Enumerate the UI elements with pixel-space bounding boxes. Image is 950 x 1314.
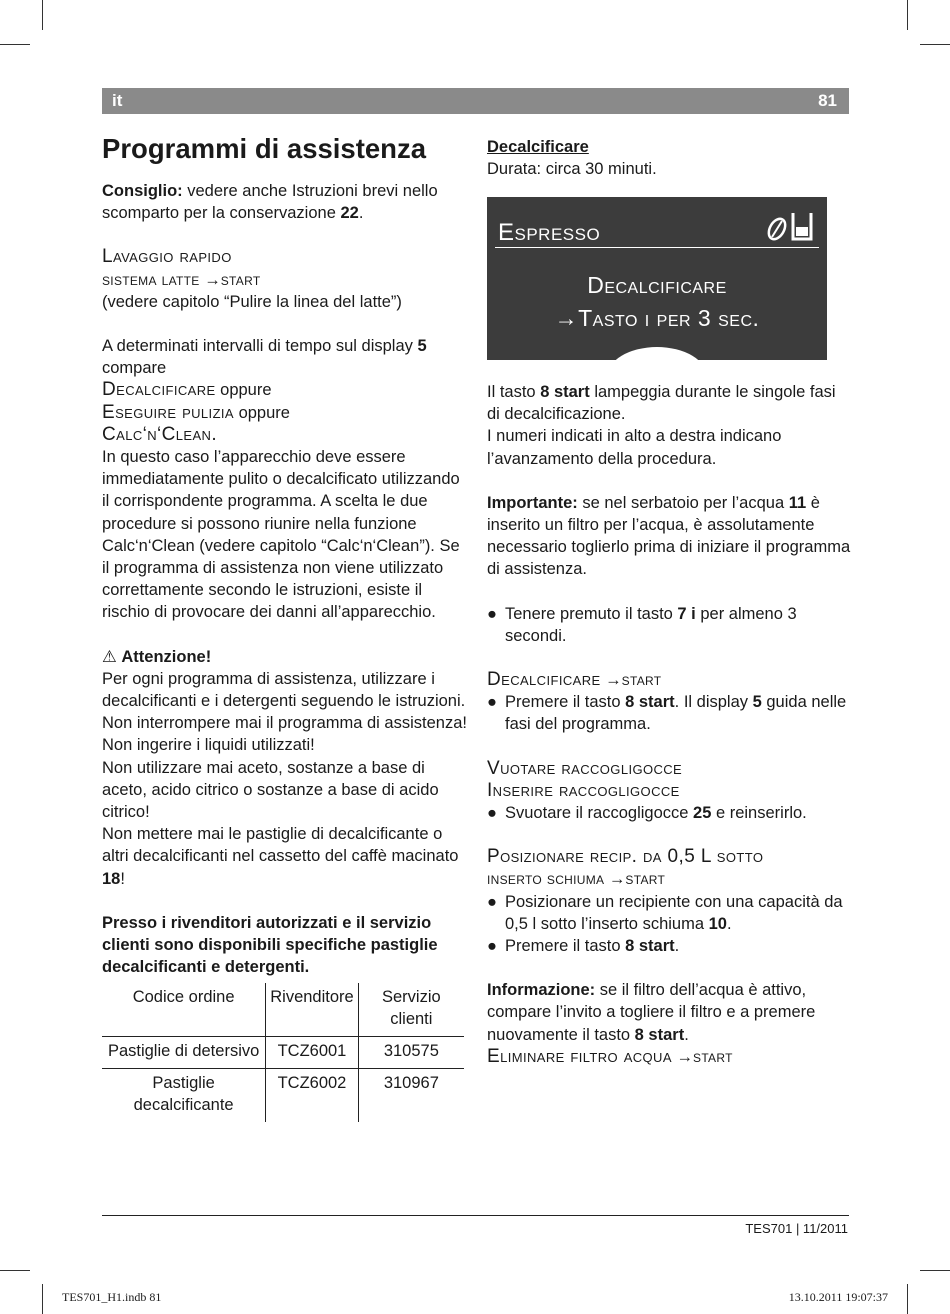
table-row — [102, 1036, 464, 1068]
bullet-icon: ● — [487, 804, 497, 823]
b3-b: 25 — [693, 804, 712, 823]
table-header: Rivenditore — [266, 983, 358, 1037]
machine-display — [487, 197, 827, 360]
section-title: Decalcificare — [487, 138, 589, 156]
warning-text-2: Non ingerire i liquidi utilizzati! — [102, 736, 315, 755]
coffee-bean-icon — [765, 216, 788, 242]
tip-paragraph — [102, 180, 467, 224]
arrow-right-icon: → — [605, 671, 622, 690]
message-clean: Eseguire pulizia — [102, 401, 234, 423]
b2-a: Premere il tasto — [505, 693, 626, 712]
bullet-icon: ● — [487, 604, 497, 623]
intro-text-end: compare — [102, 359, 167, 378]
crop-mark — [42, 1284, 43, 1314]
warning-end: ! — [120, 869, 125, 888]
warning-text-3: Non utilizzare mai aceto, sostanze a base di aceto, acido citrico o sostanze a base di acido citrico! — [102, 758, 439, 822]
start-blink-paragraph — [487, 381, 852, 425]
rapid-wash-sub: sistema latte — [102, 270, 200, 289]
bullet-press-start-2 — [487, 935, 852, 957]
right-column-body — [487, 381, 852, 1068]
crop-mark — [0, 44, 30, 45]
bullet-hold-key — [487, 603, 852, 647]
step2a-text: Vuotare raccogligocce — [487, 757, 683, 779]
or-text: oppure — [215, 381, 272, 400]
b1-c: per almeno 3 secondi. — [505, 604, 797, 645]
or-text: oppure — [234, 403, 290, 422]
intro-text: A determinati intervalli di tempo sul display — [102, 337, 418, 356]
info-label: Informazione: — [487, 981, 596, 1000]
tip-text: vedere anche Istruzioni brevi nello scomparto per la conservazione — [102, 182, 438, 223]
order-table — [102, 983, 464, 1122]
step4-start: start — [693, 1047, 733, 1066]
rapid-wash — [102, 246, 467, 313]
language-code: it — [112, 91, 123, 110]
table-cell: Pastiglie decalcificante — [133, 1073, 234, 1114]
print-slug-left: TES701_H1.indb 81 — [62, 1290, 162, 1304]
message-calcnclean: Calc‘n‘Clean. — [102, 423, 218, 445]
progress-paragraph: I numeri indicati in alto a destra indicano l’avanzamento della procedura. — [487, 427, 782, 468]
info-text: se il filtro dell’acqua è attivo, compare l’invito a togliere il filtro e a premere nuovamente il tasto — [487, 981, 816, 1044]
b1-a: Tenere premuto il tasto — [505, 604, 678, 623]
table-cell: 310575 — [358, 1036, 464, 1068]
crop-mark — [907, 0, 908, 30]
b5-c: . — [674, 937, 680, 956]
intro-paragraph — [102, 335, 467, 624]
display-line-2-text: Tasto i per 3 sec. — [578, 305, 760, 331]
step-drip-tray — [487, 758, 852, 802]
left-column — [102, 132, 467, 1122]
table-row — [102, 1068, 464, 1122]
display-icons — [765, 209, 817, 250]
footer-rule — [102, 1215, 849, 1216]
b4-a: Posizionare un recipiente con una capacità da 0,5 l sotto l’inserto schiuma — [505, 892, 843, 933]
table-header: Codice ordine — [102, 983, 266, 1037]
crop-mark — [920, 1270, 950, 1271]
important-end: è inserito un filtro per l’acqua, è assolutamente necessario toglierlo prima di iniziare il programma di assistenza. — [487, 493, 851, 579]
crop-mark — [907, 1284, 908, 1314]
step4-text: Eliminare filtro acqua — [487, 1045, 672, 1067]
rapid-wash-title: Lavaggio rapido — [102, 246, 232, 268]
bullet-icon: ● — [487, 693, 497, 712]
warning-ref: 18 — [102, 869, 121, 888]
b5-a: Premere il tasto — [505, 937, 626, 956]
tip-end: . — [358, 204, 364, 223]
crop-mark — [42, 0, 43, 30]
display-arc — [607, 347, 707, 360]
crop-mark — [0, 1270, 30, 1271]
important-ref: 11 — [788, 493, 807, 512]
step1-start: start — [621, 671, 662, 690]
b2-c: . Il display — [674, 693, 753, 712]
warning-text-4-body: Non mettere mai le pastiglie di decalcificante o altri decalcificanti nel cassetto del caffè macinato — [102, 825, 459, 866]
table-cell: 310967 — [358, 1068, 464, 1122]
rapid-wash-start: start — [220, 270, 261, 289]
info-ref: 8 start — [634, 1025, 685, 1044]
b3-a: Svuotare il raccogligocce — [505, 804, 694, 823]
info-paragraph — [487, 979, 852, 1046]
dealers-note — [102, 912, 467, 979]
right-column — [487, 136, 852, 180]
display-top-text: Espresso — [498, 219, 601, 246]
page-title: Programmi di assistenza — [102, 133, 427, 164]
step3-start: start — [625, 870, 666, 889]
display-line-2 — [487, 305, 827, 332]
p1-c: lampeggia durante le singole fasi di decalcificazione. — [487, 383, 836, 424]
footer-code: TES701 | 11/2011 — [745, 1221, 848, 1236]
p1-b: 8 start — [540, 383, 590, 401]
warning-title: Attenzione! — [121, 647, 212, 666]
rapid-wash-note: (vedere capitolo “Pulire la linea del latte”) — [102, 292, 402, 311]
p1-a: Il tasto — [487, 383, 541, 401]
tip-label: Consiglio: — [102, 182, 183, 200]
table-cell: TCZ6002 — [266, 1068, 358, 1122]
important-paragraph — [487, 492, 852, 581]
warning-triangle-icon: ⚠ — [102, 647, 117, 666]
b4-c: . — [726, 914, 732, 933]
step-filter — [487, 1046, 852, 1068]
important-label: Importante: — [487, 493, 578, 512]
display-divider — [495, 247, 819, 248]
intro-body: In questo caso l’apparecchio deve essere immediatamente pulito o decalcificato utilizzando il corrispondente programma. A scelta le due procedure si possono riunire nella funzione Calc‘n‘Clean (vedere capitolo “Calc‘n‘Clean”). Se il programma di assistenza non viene utilizzato correttamente secondo le istruzioni, esiste il rischio di provocare dei danni all’apparecchio. — [102, 448, 460, 622]
warning-text-4 — [102, 823, 467, 890]
display-line-1: Decalcificare — [587, 272, 727, 298]
b4-b: 10 — [708, 914, 727, 933]
crop-mark — [920, 44, 950, 45]
step1-text: Decalcificare — [487, 669, 601, 691]
page-header-bar — [102, 88, 849, 114]
page-number: 81 — [818, 91, 837, 110]
b2-e: guida nelle fasi del programma. — [505, 693, 847, 734]
arrow-right-icon: → — [554, 305, 579, 331]
step2b-text: Inserire raccogligocce — [487, 779, 680, 801]
step3b-text: inserto schiuma — [487, 870, 605, 889]
arrow-right-icon: → — [676, 1047, 694, 1066]
dealers-text: Presso i rivenditori autorizzati e il servizio clienti sono disponibili specifiche pastiglie decalcificanti e detergenti. — [102, 913, 438, 977]
bullet-press-start — [487, 691, 852, 735]
arrow-right-icon: → — [204, 270, 221, 289]
table-cell: TCZ6001 — [266, 1036, 358, 1068]
bullet-icon: ● — [487, 892, 497, 911]
warning-text-1: Per ogni programma di assistenza, utilizzare i decalcificanti e i detergenti seguendo le istruzioni. Non interrompere mai il programma di assistenza! — [102, 669, 467, 733]
bullet-place-container — [487, 891, 852, 935]
step-decalcify — [487, 669, 852, 691]
warning-title-row — [102, 646, 467, 668]
step3a-text: Posizionare recip. da 0,5 L sotto — [487, 846, 764, 868]
bullet-empty-tray — [487, 802, 852, 824]
table-header: Servizio clienti — [358, 983, 464, 1037]
bullet-icon: ● — [487, 937, 497, 956]
duration-text: Durata: circa 30 minuti. — [487, 160, 657, 179]
b3-c: e reinserirlo. — [711, 804, 807, 823]
cup-icon — [793, 213, 811, 239]
important-text: se nel serbatoio per l’acqua — [577, 493, 789, 512]
b5-b: 8 start — [625, 937, 675, 956]
table-cell: Pastiglie di detersivo — [102, 1036, 266, 1068]
intro-ref: 5 — [417, 337, 427, 356]
arrow-right-icon: → — [608, 870, 626, 889]
info-end: . — [684, 1025, 689, 1044]
tip-ref: 22 — [340, 204, 359, 223]
b2-b: 8 start — [625, 693, 675, 712]
print-slug-right: 13.10.2011 19:07:37 — [788, 1290, 888, 1304]
b1-b: 7 i — [677, 604, 696, 623]
step-container — [487, 846, 852, 890]
b2-d: 5 — [752, 693, 762, 712]
message-decalcify: Decalcificare — [102, 379, 216, 401]
